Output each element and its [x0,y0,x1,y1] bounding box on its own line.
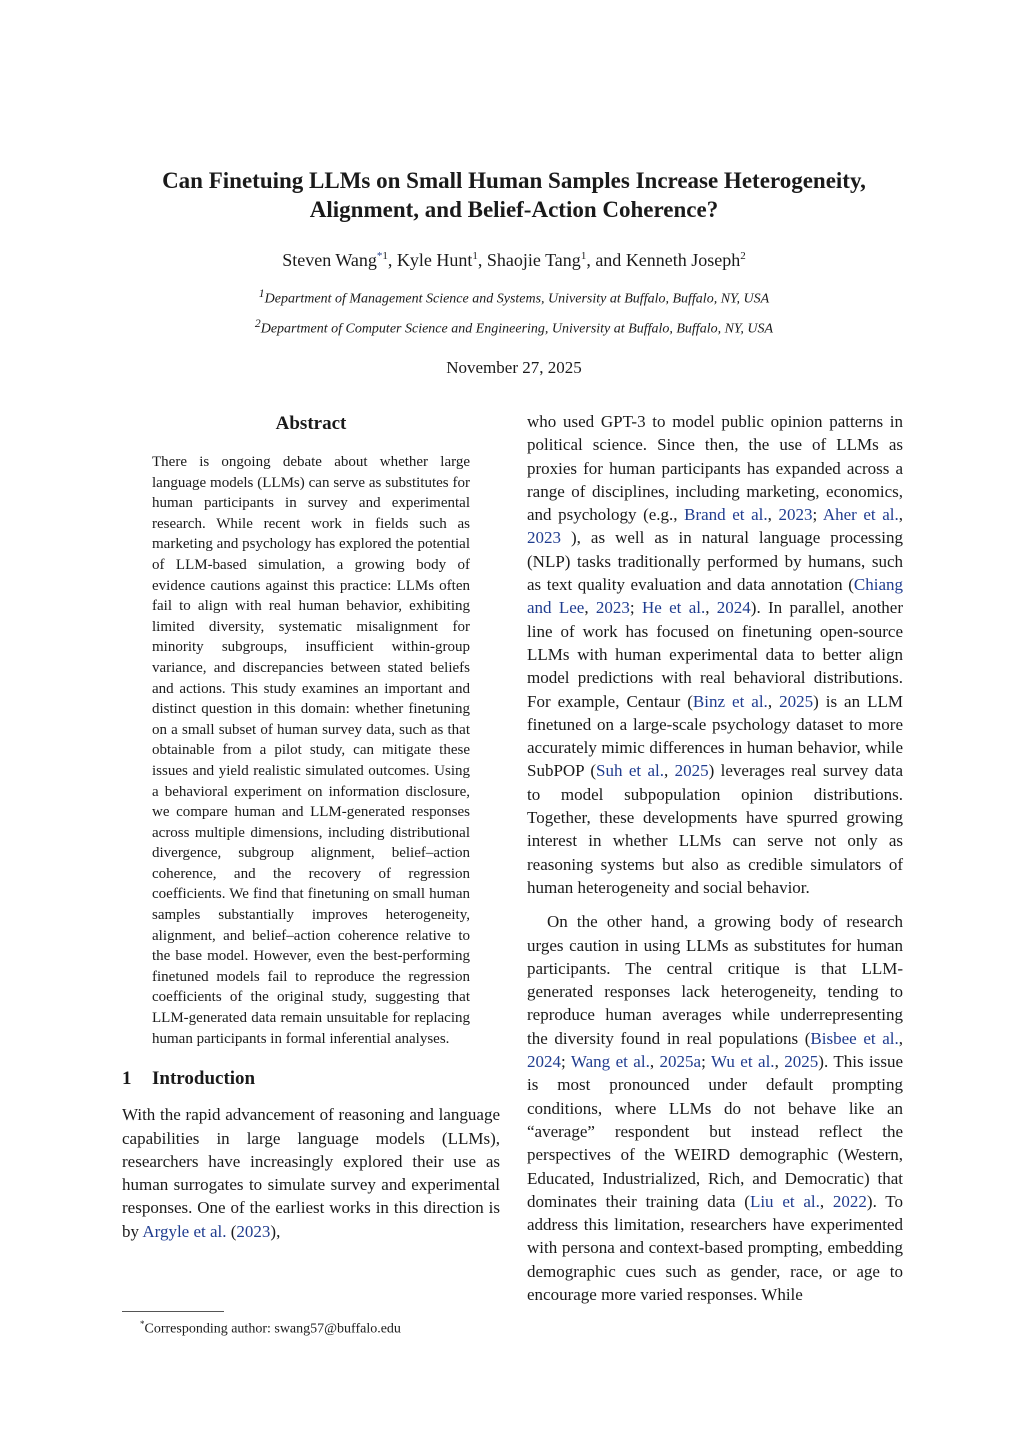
citation-link[interactable]: Brand et al. [684,505,768,525]
affiliation-marker: 2 [740,250,746,262]
citation-year-link[interactable]: 2023 [527,528,561,548]
citation-year-link[interactable]: 2024 [716,598,751,618]
citation-link[interactable]: Argyle et al. [142,1221,227,1241]
intro-paragraph [122,1103,500,1243]
paragraph-text: ; [561,1052,571,1072]
citation-link[interactable]: Wu et al. [710,1052,775,1072]
citation-link[interactable]: Chiang and Lee [527,575,903,618]
affiliation-marker: 1 [472,250,478,262]
citation-year-link[interactable]: 2025 [779,691,814,711]
paragraph-text: ) is an LLM finetuned on a large-scale psychology dataset to more accurately mimic differences in human behavior, while SubPOP ( [527,691,903,781]
arxiv-stamp [16,420,76,1030]
paragraph-text: ). This issue is most pronounced under default prompting conditions, where LLMs do not behave like an “average” respondent but instead reflect the perspectives of the WEIRD demographic (Western, Educated, Industrialized, Rich, and Democratic) that dominates their training data ( [527,1052,904,1211]
footnote-rule [122,1311,224,1312]
citation-link[interactable]: Bisbee et al. [810,1028,899,1048]
corresponding-author-marker[interactable]: * [376,250,383,262]
author-name: Shaojie Tang [486,250,581,270]
affiliation-1 [110,282,918,312]
intro-paragraph-continued [527,410,903,899]
paragraph-text: ( [226,1221,237,1241]
author-separator: , and [586,250,626,270]
affiliation-mark: 1 [258,287,265,300]
affiliation-marker: 1 [580,250,587,262]
affiliation-text: Department of Management Science and Systems, University at Buffalo, Buffalo, NY, USA [264,291,770,307]
author-list [110,244,918,272]
citation-year-link[interactable]: 2025 [674,761,709,781]
paragraph-text: , [664,761,675,781]
citation-link[interactable]: Suh et al. [596,761,664,781]
section-heading [122,1065,500,1093]
citation-year-link[interactable]: 2023 [236,1221,271,1241]
author-name: Kyle Hunt [396,250,473,270]
affiliation-2 [110,312,918,342]
paragraph-text: , [584,598,596,618]
paragraph-text: , [819,1191,833,1211]
paragraph-text: who used GPT-3 to model public opinion patterns in political science. Since then, the use of LLMs as proxies for human participants has expanded across a range of disciplines, including marketing, economics, and psychology (e.g., [527,412,903,525]
author-name: Steven Wang [282,250,377,270]
paragraph-text: , [898,1028,903,1048]
citation-link[interactable]: He et al. [641,598,706,618]
abstract-text: There is ongoing debate about whether large language models (LLMs) can serve as substitutes for human participants in survey and experimental research. While recent work in fields such as marketing and psychology has explored the potential of LLM-based simulation, a growing body of evidence cautions against this practice: LLMs often fail to align with real human behavior, exhibiting limited diversity, systematic misalignment for minority subgroups, insufficient within-group variance, and discrepancies between stated beliefs and actions. This study examines an important and distinct question in this domain: whether finetuning on a small subset of human survey data, such as that obtainable from a pilot study, can mitigate these issues and yield realistic simulated outcomes. Using a behavioral experiment on information disclosure, we compare human and LLM-generated responses across multiple dimensions, including distributional divergence, subgroup alignment, belief–action coherence, and the recovery of regression coefficients. We find that finetuning on small human samples substantially improves heterogeneity, alignment, and belief–action coherence relative to the base model. However, even the best-performing finetuned models fail to reproduce the regression coefficients of the original study, suggesting that LLM-generated data remain unsuitable for replacing human participants in formal inferential analyses. [152,454,470,1047]
intro-paragraph-2 [527,910,903,1306]
author-separator: , [387,250,397,270]
publication-date: November 27, 2025 [446,358,582,378]
paragraph-text: , [767,505,779,525]
paragraph-text: , [649,1052,660,1072]
footnote-mark: * [140,1319,145,1329]
paragraph-text: On the other hand, a growing body of research urges caution in using LLMs as substitutes for human participants. The central critique is that LLM-generated responses lack heterogeneity, tending to reproduce human averages while underrepresenting the diversity found in real populations ( [527,912,903,1048]
author-separator: , [477,250,487,270]
section-number: 1 [122,1068,132,1090]
paragraph-text: ), [270,1221,281,1241]
citation-link[interactable]: Aher et al. [822,505,899,525]
paragraph-text: ), as well as in natural language processing (NLP) tasks traditionally performed by humans, such as text quality evaluation and data annotation ( [527,528,903,595]
paragraph-text: ) leverages real survey data to model subpopulation opinion distributions. Together, these developments have spurred growing interest in whether LLMs can serve not only as reasoning systems but also as credible simulators of human heterogeneity and social behavior. [527,761,903,897]
citation-year-link[interactable]: 2024 [527,1052,561,1072]
citation-year-link[interactable]: 2025a [659,1052,702,1072]
citation-link[interactable]: Binz et al. [692,691,768,711]
paragraph-text: , [774,1052,785,1072]
footnote [140,1314,401,1340]
paper-title-line-1: Can Finetuing LLMs on Small Human Samples Increase Heterogeneity, [162,168,866,193]
paragraph-text: , [705,598,717,618]
abstract-heading: Abstract [275,413,347,434]
affiliation-mark: 2 [254,316,261,330]
left-column [122,410,500,1243]
affiliation-marker: 1 [382,250,388,262]
paragraph-text: ). To address this limitation, researchers have experimented with persona and context-based prompting, embedding demographic cues such as gender, race, or age to encourage more varied responses. While [527,1191,903,1304]
paragraph-text: ; [812,505,823,525]
paragraph-text: , [767,691,780,711]
citation-year-link[interactable]: 2025 [784,1052,819,1072]
paragraph-text: ; [629,598,642,618]
section-title: Introduction [152,1068,256,1090]
citation-year-link[interactable]: 2022 [832,1191,867,1211]
citation-year-link[interactable]: 2023 [595,598,630,618]
affiliation-text: Department of Computer Science and Engineering, University at Buffalo, Buffalo, NY, USA [260,321,774,337]
paragraph-text: With the rapid advancement of reasoning and language capabilities in large language models (LLMs), researchers have increasingly explored their use as human surrogates to simulate survey and experimental responses. One of the earliest works in this direction is by [122,1105,500,1241]
footnote-text: Corresponding author: swang57@buffalo.edu [144,1321,401,1337]
paragraph-text: , [898,505,904,525]
paragraph-text: ; [701,1052,711,1072]
paragraph-text: ). In parallel, another line of work has focused on finetuning open-source LLMs with human experimental data to better align model predictions with real behavioral distributions. For example, Centaur ( [527,598,904,711]
right-column [527,410,903,1306]
citation-year-link[interactable]: 2023 [778,505,813,525]
citation-link[interactable]: Wang et al. [570,1052,650,1072]
paper-title-line-2: Alignment, and Belief-Action Coherence? [309,197,719,222]
citation-link[interactable]: Liu et al. [749,1191,820,1211]
title-block [110,166,918,379]
author-name: Kenneth Joseph [625,250,741,270]
